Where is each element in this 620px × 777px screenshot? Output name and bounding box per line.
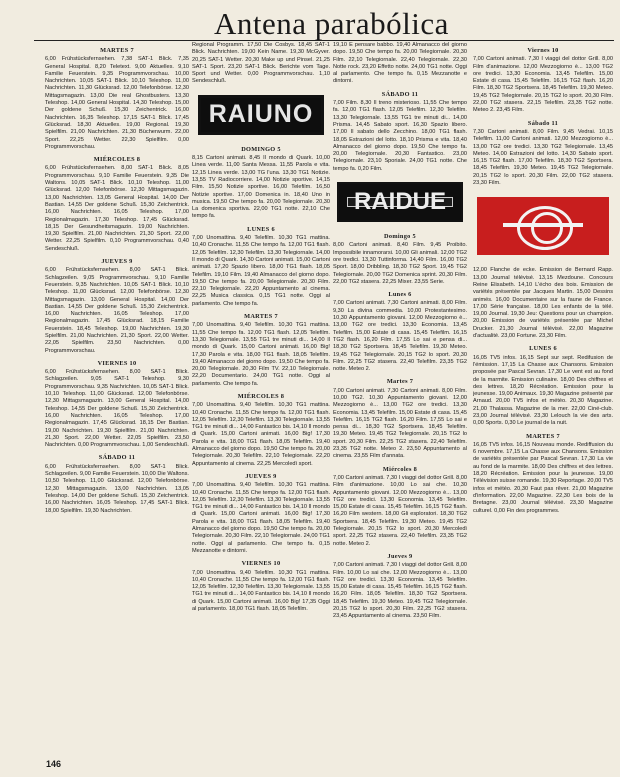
programme-listing: 16,05 TV5 infos. 16,15 Sept sur sept. Redifusion de l'émission. 17,15 La Chasse aux Chansons. Emission proposée par Pascal Sevran. 17,30 Le vent est au fond de la marmite. Emission culinaire. 18,00 Des chiffres et des lettres. 18,20 Récréation. Emission pour la jeunesse. 19,00 Animaux. 19,30 Magazine présenté par Arnaud. 20,00 TV5 infos et météo. 20,30 Magazine. 21,00 Thalassa. Magazine de la mer. 22,00 Ciné-club. 23,00 Journal télévisé. 23,30 Lelouch la vie des arts. 0,00 Sports. 0,30 Le journal de la nuit.	[473, 354, 613, 427]
day-heading: MARTES 7	[526, 432, 560, 440]
programme-listing: 7,00 Cartoni animati. 7,30 I viaggi del dottor Grill. 8,00 Film d'animazione. 12,00 Mezzogiorno è... 13,00 TG2 ore tredici. 13,30 Economia. 13,45 Telefilm. 15,00 Estate di casa. 15,45 Telefilm. 16,15 TG2 flash. 16,20 Film. 18,30 TG2 Sportsera. 18,45 Telefilm. 19,30 Meteo. 19,45 TG2 Telegiornale. 20,15 TG2 lo sport. 20,30 Film. 22,00 TG2 stasera. 22,15 Telefilm. 23,35 TG2 notte. Meteo 2. 23,45 Film.	[473, 56, 613, 114]
programme-listing: 6,00 Frühstücksfernsehen. 8,00 SAT-1 Blick. Schlagzeilen. 9,05 SAT-1 Teleshop. 9,30 Programmvorschau. 9,35 Nachrichten. 10,05 SAT-1 Blick. 10,10 Teleshop. 11,00 Glücksrad. 12,00 Telefonbörse. 12,30 Mittagsmagazin. 13,00 General Hospital. 14,00 Teleshop. 14,55 Der goldene Schuß. 15,30 Zeichentrick. 16,00 Nachrichten. 16,05 Teleshop. 17,00 Regionalmagazin. 17,45 Glücksrad. 18,15 Der Bastian. 19,00 Nachrichten. 19,30 Spielfilm. 21,00 Nachrichten. 21,30 Sport. 22,00 Wetter. 22,05 Spielfilm. 23,50 Nachrichten. 0,00 Programmvorschau. 1,00 Sendeschluß.	[45, 369, 189, 449]
programme-listing: 6,00 Frühstücksfernsehen. 8,00 SAT-1 Blick. Schlagzeilen. 9,00 Familie Feuerstein. 10,00 Die Waltons. 10,50 Teleshop. 11,00 Glücksrad. 12,00 Telefonbörse. 12,30 Mittagsmagazin. 13,00 Nachrichten. 13,05 Teleshop. 14,00 Der goldene Schuß. 15,30 Zeichentrick. 16,00 Nachrichten. 16,05 Teleshop. 17,45 SAT-1 Blick. 18,00 Spielfilm. 19,30 Nachrichten.	[45, 463, 189, 514]
programme-listing: 7,00 Unomattina. 9,40 Telefilm. 10,30 TG1 mattina. 10,40 Cronache. 11,55 Che tempo fa. 12,00 TG1 flash. 12,05 Telefilm. 12,30 Telefilm. 13,30 Telegiornale. 13,55 TG1 tre minuti di... 14,00 Fantastico bis. 14,10 Il mondo di Quark. 15,00 Cartoni animati. 16,00 Big! 17,30 Parola e vita. 18,00 TG1 flash. 18,05 Telefilm. 19,40 Almanacco del giorno dopo. 19,50 Che tempo fa. 20,00 Telegiornale. 20,30 Film. 22,10 Telegiornale. 24,00 TG1 notte. Oggi al parlamento. Che tempo fa. 0,15 Mezzanotte e dintorni.	[192, 482, 330, 554]
day-heading: MIÉRCOLES 8	[93, 156, 141, 164]
day-heading: MIÉRCOLES 8	[237, 392, 285, 400]
title-rule	[34, 40, 614, 41]
day-heading: Jueves 9	[387, 552, 413, 560]
day-heading: Miércoles 8	[382, 465, 418, 473]
programme-listing: 7,00 Unomattina. 9,40 Telefilm. 10,30 TG1 mattina. 11,55 Che tempo fa. 12,00 TG1 flash. 12,05 Telefilm. 13,30 Telegiornale. 13,55 TG1 tre minuti di... 14,00 Il mondo di Quark. 15,00 Cartoni animati. 16,00 Big! 17,30 Parola e vita. 18,00 TG1 flash. 18,05 Telefilm. 19,40 Almanacco del giorno dopo. 19,50 Che tempo fa. 20,00 Telegiornale. 20,30 Film TV. 22,10 Telegiornale. 22,20 Documentario. 24,00 TG1 notte. Oggi al parlamento. Che tempo fa.	[192, 322, 330, 387]
raiuno-logo-text: RAIUNO	[198, 95, 324, 135]
programme-listing: 8,00 Cartoni animati. 8,40 Film. 9,45 Proibito. Impossibile innamorarsi. 10,00 Gli animali. 12,00 TG2 ore tredici. 13,30 Tuttinforma. 14,40 Film. 16,00 TG2 Sport. 18,00 Dribbling. 18,30 TG2 Sport. 19,45 TG2 Telegiornale. 20,00 TG2 Domenica sprint. 20,30 Film. 22,00 TG2 stasera. 22,25 Mixer. 23,55 Serie.	[333, 242, 467, 285]
rai-tre-logo	[473, 195, 613, 257]
page-title: Antena parabólica	[214, 6, 449, 41]
programme-listing: 7,00 Cartoni animati. 7,30 I viaggi del dottor Grill. 8,00 Film d'animazione. 10,00 Lo sai che. 10,30 Appuntamento giovani. 12,00 Mezzogiorno è... 13,00 TG2 ore tredici. 13,30 Economia. 13,45 Telefilm. 15,00 Estate di casa. 15,45 Telefilm. 16,15 TG2 flash. 16,20 Film western. 18,00 Gli esploratori. 18,30 TG2 Sportsera. 18,45 Telefilm. 19,30 Meteo. 19,45 TG2 Telegiornale. 20,15 TG2 lo sport. 20,30 Mercoledì sport. 22,25 TG2 stasera. 22,40 Telefilm. 23,35 TG2 notte. Meteo 2.	[333, 474, 467, 547]
day-heading: VIERNES 10	[241, 560, 281, 568]
programme-listing: Regional Programm. 17,50 Die Cosbys. 18,45 SAT-1 Blick. Nachrichten. 19,00 Kein Name. 19,30 McGyver. 20,25 SAT-1 Wetter. 20,30 Make up und Pinsel. 21,25 SAT-1 Sport. 23,20 SAT-1 Blick. Berichte vom Tage. Sport und Wetter. 0,00 Programmvorschau. 1,10 Sendeschluß.	[192, 42, 330, 85]
programme-listing: 6,00 Frühstücksfernsehen. 8,00 SAT-1 Blick. Schlagzeilen. 9,05 Programmvorschau. 9,10 Familie Feuerstein. 9,35 Nachrichten. 10,05 SAT-1 Blick. 10,10 Teleshop. 11,00 Glücksrad. 12,00 Telefonbörse. 12,30 Mittagsmagazin. 13,00 General Hospital. 14,00 Der Bastian. 14,55 Der goldene Schuß. 15,30 Zeichentrick. 16,00 Nachrichten. 16,05 Teleshop. 17,00 Regionalmagazin. 17,45 Glücksrad. 18,15 Familie Feuerstein. 18,45 Teleshop. 19,00 Nachrichten. 19,30 Spielfilm. 21,00 Nachrichten. 21,30 Sport. 22,00 Wetter. 22,05 Spielfilm. 23,50 Nachrichten. 0,00 Programmvorschau.	[45, 267, 189, 354]
day-heading: VIERNES 10	[97, 359, 137, 367]
programme-listing: 12,00 Flanche de ecke. Emission de Bernard Rapp. 13,00 Journal télévisé. 13,15 Mezdoune. Concours Reine Elisabeth. 14,10 L'écho des bois. Emission de variétés présentée par Jacques Martin. 15,00 Dessins animés. 16,00 Documentaire sur la faune de France. 17,00 Série française. 18,00 Les enfants de la télé. 19,00 Journal. 19,30 Jeu: Questions pour un champion. 20,00 Emission de variétés présentée par Michel Drucker. 21,30 Journal télévisé. 22,00 Magazine d'actualité. 23,00 Fortune. 23,30 Film.	[473, 267, 613, 340]
programme-listing: 8,15 Cartoni animati. 8,45 Il mondo di Quark. 10,00 Linea verde. 11,00 Santa Messa. 11,55 Parola e vita. 12,15 Linea verde. 13,00 TG l'una. 13,30 TG1 Notizie. 13,55 TV Radiocorriere. 14,00 Notizie sportive. 14,15 Film. 15,50 Notizie sportive. 16,00 Telefilm. 16,50 Notizie sportive. 17,00 Domenica in. 18,40 Uno in musica. 19,50 Che tempo fa. 20,00 Telegiornale. 20,30 La domenica sportiva. 22,00 TG1 notte. 22,10 Che tempo fa.	[192, 155, 330, 220]
day-heading: JUEVES 9	[245, 472, 277, 480]
day-heading: LUNES 6	[247, 225, 275, 233]
day-heading: Lunes 6	[388, 291, 412, 299]
programme-listing: 7,00 Unomattina. 9,40 Telefilm. 10,30 TG1 mattina. 10,40 Cronache. 11,55 Che tempo fa. 12,00 TG1 flash. 12,05 Telefilm. 12,30 Telefilm. 13,30 Telegiornale. 13,55 TG1 tre minuti di... 14,00 Fantastico bis. 14,10 Il mondo di Quark. 15,00 Cartoni animati. 16,00 Big! 17,30 Parola e vita. 18,00 TG1 flash. 18,05 Telefilm. 19,40 Almanacco del giorno dopo. 19,50 Che tempo fa. 20,00 Telegiornale. 20,30 Telefilm. 22,10 Telegiornale. 22,20 Appuntamento al cinema. 22,25 Mercoledì sport.	[192, 402, 330, 467]
programme-listing: 7,00 Film. 8,30 Il treno misterioso. 11,55 Che tempo fa. 12,00 TG1 flash. 12,05 Telefilm. 12,30 Telefilm. 13,30 Telegiornale. 13,55 TG1 tre minuti di... 14,00 Prisma. 14,45 Sabato sport. 16,30 Spazio libero. 17,00 Il sabato dello Zecchino. 18,00 TG1 flash. 18,05 Estrazioni del lotto. 18,10 Prisma e vita. 18,40 Almanacco del giorno dopo. 19,50 Che tempo fa. 20,00 Telegiornale. 20,30 Fantastico. 23,00 Telegiornale. 23,10 Sporiale. 24,00 TG1 notte. Che tempo fa. 0,20 Film.	[333, 100, 467, 172]
raiuno-logo	[192, 94, 330, 136]
listing-column-3	[333, 42, 467, 748]
day-heading: MARTES 7	[100, 47, 134, 54]
page-number: 146	[46, 759, 62, 769]
programme-listing: 19,10 E pensare babbo. 19,40 Almanacco del giorno dopo. 19,50 Che tempo fa. 20,00 Telegiornale. 20,30 Film. 22,10 Telegiornale. 22,40 Telegiornale. 22,30 Notte rock. 23,20 Effetto notte. 24,00 TG1 notte. Oggi al parlamento. Che tempo fa. 0,15 Mezzanotte e dintorni.	[333, 42, 467, 85]
day-heading: SÁBADO 11	[98, 454, 136, 462]
listing-column-4	[473, 42, 613, 748]
programme-listing: 6,00 Frühstücksfernsehen. 8,00 SAT-1 Blick. 8,05 Programmvorschau. 9,10 Familie Feuerstein. 9,35 Die Waltons. 10,05 SAT-1 Blick. 10,10 Teleshop. 11,00 Glücksrad. 12,00 Telefonbörse. 12,30 Mittagsmagazin. 13,00 Nachrichten. 13,05 General Hospital. 14,00 Der Bastian. 14,55 Der goldene Schuß. 15,30 Zeichentrick. 16,00 Nachrichten. 16,05 Teleshop. 17,00 Regionalmagazin. 17,30 Teleshop. 17,45 Glücksrad. 18,15 Der Gesundheitsmagazin. 19,00 Nachrichten. 19,30 Spielfilm. 21,00 Nachrichten. 21,30 Sport. 22,00 Wetter. 22,25 Spielfilm. 0,10 Programmvorschau. 0,40 Sendeschluß.	[45, 165, 189, 252]
listing-column-1	[45, 42, 189, 748]
day-heading: Martes 7	[386, 378, 414, 386]
day-heading: DOMINGO 5	[241, 145, 281, 153]
programme-listing: 7,00 Unomattina. 9,40 Telefilm. 10,30 TG1 mattina. 10,40 Cronache. 11,55 Che tempo fa. 12,00 TG1 flash. 12,05 Telefilm. 12,30 Telefilm. 13,30 Telegiornale. 13,55 TG1 tre minuti di... 14,00 Fantastico bis. 14,10 Il mondo di Quark. 15,00 Cartoni animati. 16,00 Big! 17,35 Oggi al parlamento. 18,00 TG1 flash. 18,05 Telefilm.	[192, 569, 330, 612]
listing-column-2	[192, 42, 330, 748]
programme-listing: 6,00 Frühstücksfernsehen. 7,38 SAT-1 Blick. 7,35 General Hospital. 8,20 Teletext. 9,00 Aktuelles. 9,10 Familie Feuerstein. 9,35 Programmvorschau. 10,00 Nachrichten. 10,05 SAT-1 Blick. 10,10 Teleshop. 11,00 Nachrichten. 11,30 Glücksrad. 12,00 Telefonbörse. 12,30 Mittagsmagazin. 13,00 Die real Ghostbusters. 13,30 Teleshop. 14,00 General Hospital. 14,30 Teleshop. 15,00 Der goldene Schuß. 15,30 Zeichentrick. 16,00 Nachrichten. 16,35 Teleshop. 17,15 SAT-1 Blick. 17,45 Glücksrad. 18,30 Aktuelles. 19,00 Regional. 19,30 Spielfilm. 21,00 Nachrichten. 21,30 Bücherwurm. 22,00 Sport. 22,25 Wetter. 22,30 Spielfilm. 0,00 Programmvorschau.	[45, 56, 189, 150]
day-heading: Viernes 10	[527, 47, 559, 54]
programme-listing: 7,00 Cartoni animati. 7,30 Cartoni animati. 8,00 Film. 9,30 La divina commedia. 10,00 Protestantesimo. 10,30 Appuntamento giovani. 12,00 Mezzogiorno è... 13,00 TG2 ore tredici. 13,30 Economia. 13,45 Telefilm. 15,00 Estate di casa. 15,45 Telefilm. 16,15 TG2 flash. 16,20 Film. 17,55 Lo sai e pensa di... 18,30 TG2 Sportsera. 18,45 Telefilm. 19,30 Meteo. 19,45 TG2 Telegiornale. 20,15 TG2 lo sport. 20,30 Film. 22,25 TG2 stasera. 22,40 Telefilm. 23,35 TG2 notte. Meteo 2.	[333, 300, 467, 373]
day-heading: JUEVES 9	[101, 258, 133, 266]
raidue-logo-text: RAIDUE	[347, 197, 453, 206]
day-heading: MARTES 7	[244, 313, 278, 321]
day-heading: LUNES 6	[529, 345, 557, 353]
programme-listing: 7,30 Cartoni animati. 8,00 Film. 9,45 Vedrai. 10,15 Telefilm. 11,00 Cartoni animati. 12,00 Mezzogiorno è... 13,00 TG2 ore tredici. 13,30 TG2 Telegiornale. 13,45 Meteo. 14,00 Estrazioni del lotto. 14,30 Sabato sport. 16,15 TG2 flash. 17,00 Telefilm. 18,30 TG2 Sportsera. 18,45 Telefilm. 19,30 Meteo. 19,45 TG2 Telegiornale. 20,15 TG2 lo sport. 20,30 Film. 22,00 TG2 stasera. 23,30 Film.	[473, 128, 613, 187]
programme-listing: 7,00 Unomattina. 9,40 Telefilm. 10,30 TG1 mattina. 10,40 Cronache. 11,55 Che tempo fa. 12,00 TG1 flash. 12,05 Telefilm. 12,30 Telefilm. 13,30 Telegiornale. 14,00 Il mondo di Quark. 14,30 Cartoni animati. 15,00 Cartoni animati. 17,20 Spazio libero. 18,00 TG1 flash. 18,05 Telefilm. 19,10 Film. 19,40 Almanacco del giorno dopo. 19,50 Che tempo fa. 20,00 Telegiornale. 20,30 Film. 22,10 Telegiornale. 22,20 Appuntamento al cinema. 22,25 Musica classica. 0,15 TG1 notte. Oggi al parlamento. Che tempo fa.	[192, 235, 330, 307]
day-heading: SÁBADO 11	[381, 90, 419, 98]
day-heading: Sábado 11	[527, 119, 559, 127]
programme-listing: 16,05 TV5 infos. 16,15 Nouveau monde. Rediffusion du 6 novembre. 17,15 La Chasse aux Chansons. Emission de variétés présentée par Pascal Sevran. 17,30 La vie au fond de la marmite. 18,00 Des chiffres et des lettres. 18,20 Récréation. Emission pour la jeunesse. 19,00 Télévision suisse romande. 19,30 Reportage. 20,00 TV5 infos et météo. 20,30 Faut pas rêver. 21,00 Magazine d'information. 22,00 Magazine. 22,30 Les bois de la Bretagne. 23,00 Journal télévisé. 23,30 Magazine culturel. 0,00 Fin des programmes.	[473, 441, 613, 514]
programme-listing: 7,00 Cartoni animati. 7,30 Cartoni animati. 8,00 Film. 10,00 TG2. 10,30 Appuntamento giovani. 12,00 Mezzogiorno è... 13,00 TG2 ore tredici. 13,30 Economia. 13,45 Telefilm. 15,00 Estate di casa. 15,45 Telefilm. 16,15 TG2 flash. 16,20 Film. 17,55 Lo sai e pensa di... 18,30 TG2 Sportsera. 18,45 Telefilm. 19,30 Meteo. 19,45 TG2 Telegiornale. 20,15 TG2 lo sport. 20,30 Film. 22,25 TG2 stasera. 22,40 Telefilm. 23,35 TG2 notte. Meteo 2. 23,50 Appuntamento al cinema. 23,55 Film d'annata.	[333, 387, 467, 460]
day-heading: Domingo 5	[384, 233, 416, 241]
rai-emblem-icon	[477, 197, 609, 255]
programme-listing: 7,00 Cartoni animati. 7,30 I viaggi del dottor Grill. 8,00 Film. 10,00 Lo sai che. 12,00 Mezzogiorno è... 13,00 TG2 ore tredici. 13,30 Economia. 13,45 Telefilm. 15,00 Estate di casa. 15,45 Telefilm. 16,15 TG2 flash. 16,20 Film. 18,05 Telefilm. 18,30 TG2 Sportsera. 18,45 Telefilm. 19,30 Meteo. 19,45 TG2 Telegiornale. 20,15 TG2 lo sport. 20,30 Film. 22,25 TG2 stasera. 23,45 Appuntamento al cinema. 23,50 Film.	[333, 562, 467, 620]
raidue-logo	[333, 181, 467, 223]
